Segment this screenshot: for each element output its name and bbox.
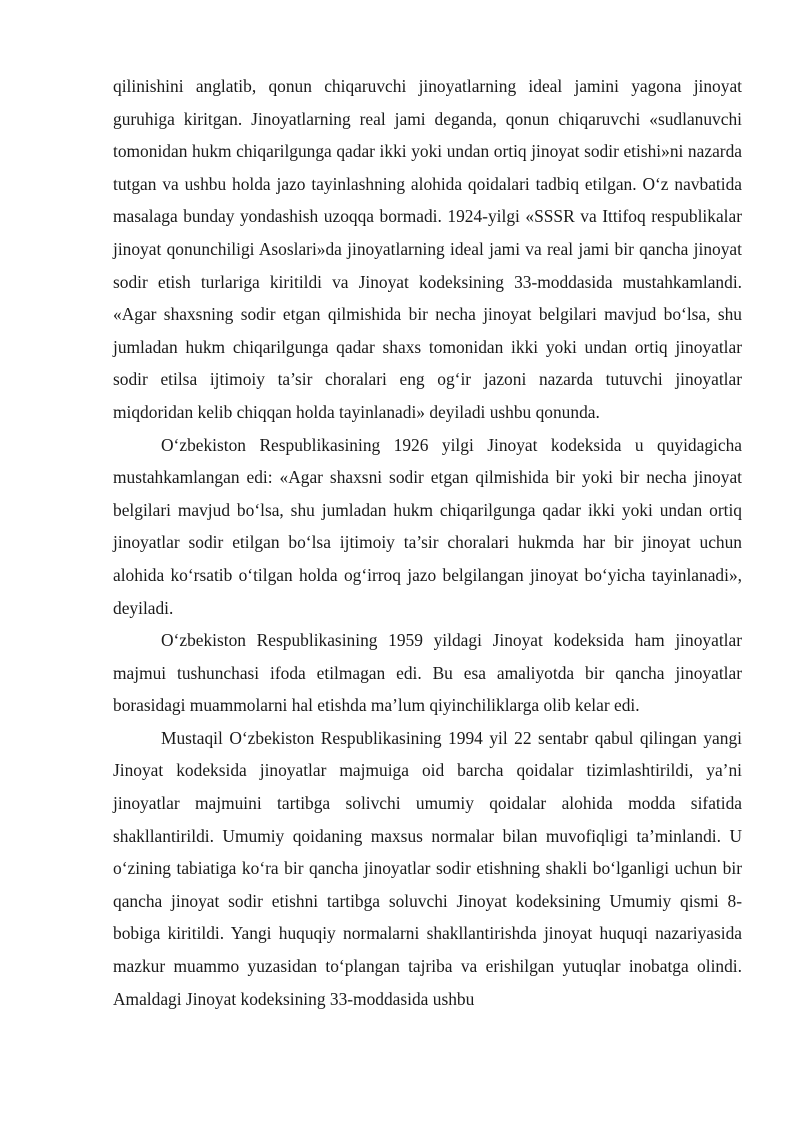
paragraph-continuation: qilinishini anglatib, qonun chiqaruvchi jinoyatlarning ideal jamini yagona jinoyat guruhiga kiritgan. Jinoyatlarning real jami deganda, qonun chiqaruvchi «sudlanuvchi tomonidan hukm chiqarilgunga qadar ikki yoki undan ortiq jinoyat sodir etishi»ni nazarda tutgan va ushbu holda jazo tayinlashning alohida qoidalari tadbiq etilgan. O‘z navbatida masalaga bunday yondashish uzoqqa bormadi. 1924-yilgi «SSSR va Ittifoq respublikalar jinoyat qonunchiligi Asoslari»da jinoyatlarning ideal jami va real jami bir qancha jinoyat sodir etish turlariga kiritildi va Jinoyat kodeksining 33-moddasida mustahkamlandi. «Agar shaxsning sodir etgan qilmishida bir necha jinoyat belgilari mavjud bo‘lsa, shu jumladan hukm chiqarilgunga qadar shaxs tomonidan ikki yoki undan ortiq jinoyatlar sodir etilsa ijtimoiy ta’sir choralari eng og‘ir jazoni nazarda tutuvchi jinoyatlar miqdoridan kelib chiqqan holda tayinlanadi» deyiladi ushbu qonunda. xyxy=(113,76,742,422)
document-page xyxy=(113,70,742,1015)
paragraph-1994-code: Mustaqil O‘zbekiston Respublikasining 1994 yil 22 sentabr qabul qilingan yangi Jinoyat kodeksida jinoyatlar majmuiga oid barcha qoidalar tizimlashtirildi, ya’ni jinoyatlar majmuini tartibga solivchi umumiy qoidalar alohida modda sifatida shakllantirildi. Umumiy qoidaning maxsus normalar bilan muvofiqligi ta’minlandi. U o‘zining tabiatiga ko‘ra bir qancha jinoyatlar sodir etishning shakli bo‘lganligi uchun bir qancha jinoyat sodir etishni tartibga soluvchi Jinoyat kodeksining Umumiy qismi 8-bobiga kiritildi. Yangi huquqiy normalarni shakllantirishda jinoyat huquqi nazariyasida mazkur muammo yuzasidan to‘plangan tajriba va erishilgan yutuqlar inobatga olindi. Amaldagi Jinoyat kodeksining 33-moddasida ushbu xyxy=(113,727,742,1009)
paragraph-1959-code: O‘zbekiston Respublikasining 1959 yildagi Jinoyat kodeksida ham jinoyatlar majmui tushunchasi ifoda etilmagan edi. Bu esa amaliyotda bir qancha jinoyatlar borasidagi muammolarni hal etishda ma’lum qiyinchiliklarga olib kelar edi. xyxy=(113,630,742,716)
paragraph-1926-code: O‘zbekiston Respublikasining 1926 yilgi Jinoyat kodeksida u quyidagicha mustahkamlangan edi: «Agar shaxsni sodir etgan qilmishida bir yoki bir necha jinoyat belgilari mavjud bo‘lsa, shu jumladan hukm chiqarilgunga qadar ikki yoki undan ortiq jinoyatlar sodir etilgan bo‘lsa ijtimoiy ta’sir choralari hukmda har bir jinoyat uchun alohida ko‘rsatib o‘tilgan holda og‘irroq jazo belgilangan jinoyat bo‘yicha tayinlanadi», deyiladi. xyxy=(113,434,742,618)
